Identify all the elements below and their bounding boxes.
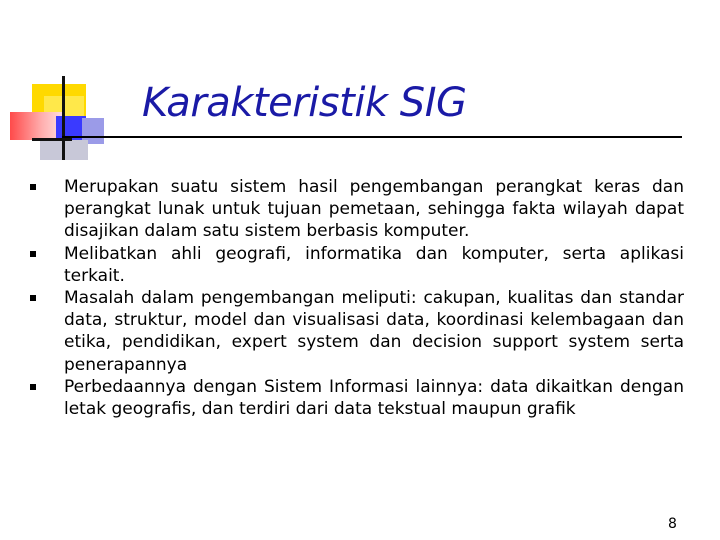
bullet-text: Perbedaannya dengan Sistem Informasi lainnya: data dikaitkan dengan letak geografis, dan terdiri dari data tekstual maupun grafik — [64, 376, 684, 420]
logo-vertical-line — [62, 76, 65, 160]
logo-horizontal-line — [32, 138, 72, 141]
bullet-item-3 — [28, 287, 684, 376]
bullet-text: Merupakan suatu sistem hasil pengembangan perangkat keras dan perangkat lunak untuk tujuan pemetaan, sehingga fakta wilayah dapat disajikan dalam satu sistem berbasis komputer. — [64, 177, 684, 242]
page-number: 8 — [668, 516, 677, 532]
bullet-item-4 — [28, 376, 684, 420]
slide-title: Karakteristik SIG — [142, 80, 467, 126]
square-bullet-icon — [30, 384, 36, 390]
title-underline — [62, 136, 682, 138]
bullet-text: Masalah dalam pengembangan meliputi: cakupan, kualitas dan standar data, struktur, model dan visualisasi data, koordinasi kelembagaan dan etika, pendidikan, expert system dan decision support system serta penerapannya — [64, 288, 684, 375]
decorative-logo-icon — [0, 0, 110, 170]
square-bullet-icon — [30, 251, 36, 257]
bullet-item-1 — [28, 176, 684, 243]
square-bullet-icon — [30, 184, 36, 190]
bullet-item-2 — [28, 243, 684, 287]
square-bullet-icon — [30, 295, 36, 301]
bullet-list — [28, 176, 684, 420]
bullet-text: Melibatkan ahli geografi, informatika dan komputer, serta aplikasi terkait. — [64, 243, 684, 286]
